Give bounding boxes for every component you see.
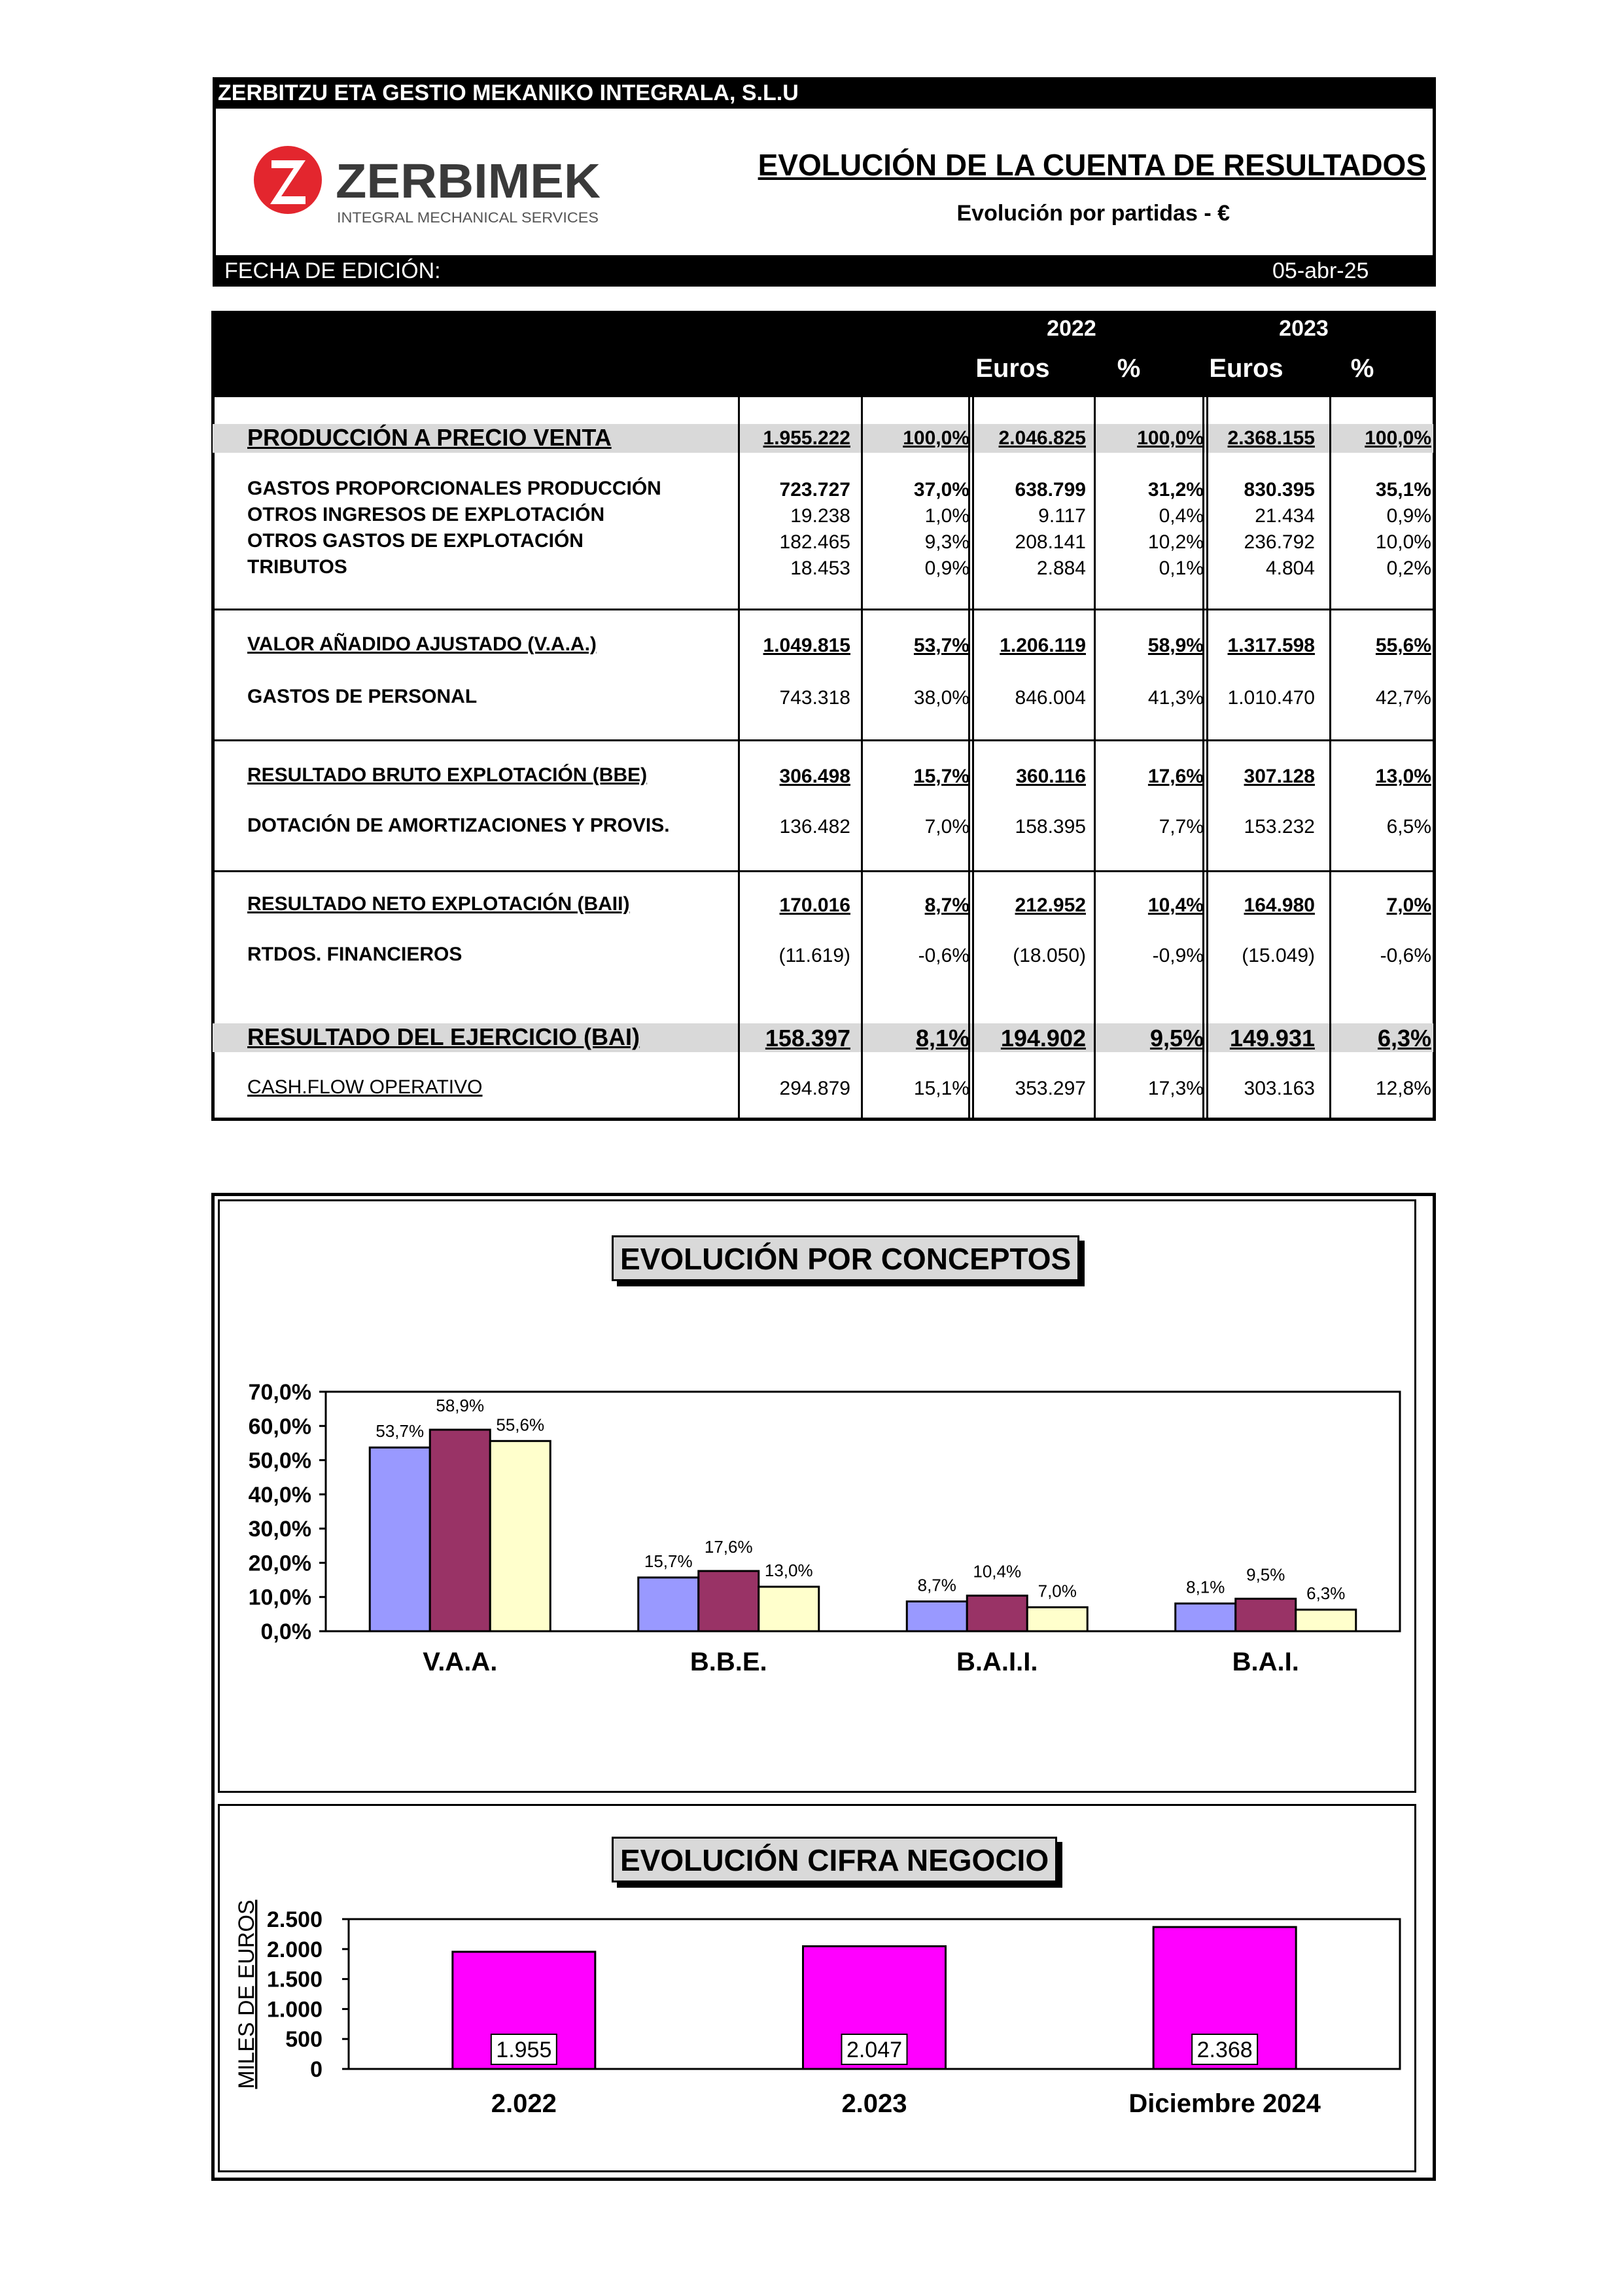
period-2023: 2023 bbox=[1279, 316, 1329, 341]
row-value: 13,0% bbox=[1375, 766, 1431, 787]
row-value: 194.902 bbox=[1000, 1025, 1086, 1051]
row-value: 164.980 bbox=[1244, 894, 1315, 916]
row-label: VALOR AÑADIDO AJUSTADO (V.A.A.) bbox=[247, 633, 597, 655]
bar bbox=[1236, 1598, 1296, 1631]
row-value: 10,2% bbox=[1147, 531, 1204, 553]
row-value: 1.317.598 bbox=[1227, 635, 1315, 656]
bar bbox=[370, 1447, 430, 1631]
row-value: 15,7% bbox=[913, 766, 969, 787]
bar bbox=[1176, 1604, 1236, 1631]
row-value: 55,6% bbox=[1375, 635, 1431, 656]
row-value: 2.046.825 bbox=[998, 427, 1086, 449]
row-value: 0,9% bbox=[1386, 505, 1431, 527]
data-label: 55,6% bbox=[496, 1415, 545, 1435]
date-label: FECHA DE EDICIÓN: bbox=[224, 258, 441, 283]
y-tick-label: 1.500 bbox=[266, 1967, 323, 1992]
y-tick-label: 500 bbox=[285, 2027, 323, 2053]
row-value: 6,3% bbox=[1377, 1025, 1431, 1051]
row-label: RESULTADO NETO EXPLOTACIÓN (BAII) bbox=[247, 893, 630, 915]
y-tick-label: 0 bbox=[310, 2057, 323, 2082]
row-value: 31,2% bbox=[1147, 479, 1204, 501]
row-value: 307.128 bbox=[1244, 766, 1315, 787]
row-value: -0,6% bbox=[918, 945, 969, 966]
data-label: 8,7% bbox=[917, 1575, 956, 1595]
row-value: 18.453 bbox=[790, 557, 850, 579]
row-value: 149.931 bbox=[1229, 1025, 1315, 1051]
row-value: 9,5% bbox=[1149, 1025, 1204, 1051]
row-value: 6,5% bbox=[1386, 816, 1431, 838]
row-value: 1.955.222 bbox=[763, 427, 850, 449]
row-label: OTROS GASTOS DE EXPLOTACIÓN bbox=[247, 530, 584, 552]
row-value: 8,1% bbox=[915, 1025, 969, 1051]
x-tick-label: Diciembre 2024 bbox=[1128, 2089, 1321, 2118]
row-value: -0,6% bbox=[1380, 945, 1431, 966]
row-label: OTROS INGRESOS DE EXPLOTACIÓN bbox=[247, 504, 605, 525]
row-value: 17,3% bbox=[1147, 1078, 1204, 1099]
data-label: 53,7% bbox=[375, 1421, 425, 1441]
bar bbox=[1027, 1607, 1087, 1631]
bar bbox=[430, 1430, 490, 1631]
row-value: 10,4% bbox=[1147, 894, 1204, 916]
row-value: 153.232 bbox=[1244, 816, 1315, 838]
x-tick-label: B.A.I. bbox=[1232, 1648, 1299, 1676]
row-value: 0,1% bbox=[1159, 557, 1204, 579]
row-value: 17,6% bbox=[1147, 766, 1204, 787]
row-value: 236.792 bbox=[1244, 531, 1315, 553]
row-value: 9.117 bbox=[1038, 505, 1086, 527]
row-value: 723.727 bbox=[779, 479, 850, 501]
x-tick-label: 2.022 bbox=[491, 2089, 557, 2118]
row-value: 41,3% bbox=[1147, 687, 1204, 709]
col-euros-2024: Euros bbox=[1444, 354, 1519, 383]
row-value: 303.163 bbox=[1244, 1078, 1315, 1099]
row-value: (18.050) bbox=[1013, 945, 1086, 966]
bar bbox=[967, 1596, 1027, 1631]
row-value: -0,9% bbox=[1152, 945, 1204, 966]
row-value: 15,1% bbox=[913, 1078, 969, 1099]
row-label: RTDOS. FINANCIEROS bbox=[247, 944, 462, 965]
row-value: 182.465 bbox=[779, 531, 850, 553]
period-2024: Diciembre 2024 bbox=[1441, 316, 1605, 341]
row-value: 10,0% bbox=[1375, 531, 1431, 553]
y-tick-label: 20,0% bbox=[248, 1551, 311, 1576]
row-value: 0,9% bbox=[924, 557, 969, 579]
row-value: 100,0% bbox=[903, 427, 969, 449]
y-tick-label: 1.000 bbox=[266, 1997, 323, 2022]
x-tick-label: 2.023 bbox=[841, 2089, 907, 2118]
report-title: EVOLUCIÓN DE LA CUENTA DE RESULTADOS bbox=[758, 148, 1426, 182]
row-value: 1.049.815 bbox=[763, 635, 850, 656]
row-value: 12,8% bbox=[1375, 1078, 1431, 1099]
row-label: TRIBUTOS bbox=[247, 556, 347, 578]
row-value: 7,0% bbox=[924, 816, 969, 838]
col-euros-2022: Euros bbox=[975, 354, 1050, 383]
row-value: 846.004 bbox=[1015, 687, 1086, 709]
y-tick-label: 40,0% bbox=[248, 1482, 311, 1508]
row-value: 8,7% bbox=[924, 894, 969, 916]
row-value: 53,7% bbox=[913, 635, 969, 656]
row-value: 4.804 bbox=[1265, 557, 1315, 579]
y-tick-label: 2.000 bbox=[266, 1937, 323, 1962]
data-label: 10,4% bbox=[973, 1561, 1022, 1581]
data-label: 9,5% bbox=[1246, 1564, 1285, 1585]
row-value: 158.397 bbox=[765, 1025, 850, 1051]
row-value: (15.049) bbox=[1242, 945, 1315, 966]
x-tick-label: B.A.I.I. bbox=[956, 1648, 1038, 1676]
row-value: 170.016 bbox=[779, 894, 850, 916]
data-label: 17,6% bbox=[704, 1536, 753, 1557]
row-value: 0,4% bbox=[1159, 505, 1204, 527]
row-value: 360.116 bbox=[1016, 766, 1086, 787]
data-label: 2.047 bbox=[846, 2038, 903, 2062]
row-label: DOTACIÓN DE AMORTIZACIONES Y PROVIS. bbox=[247, 815, 670, 836]
row-value: 100,0% bbox=[1137, 427, 1204, 449]
bar bbox=[638, 1578, 699, 1631]
chart-conceptos-title: EVOLUCIÓN POR CONCEPTOS bbox=[612, 1235, 1079, 1281]
svg-text:INTEGRAL MECHANICAL SERVICES: INTEGRAL MECHANICAL SERVICES bbox=[337, 209, 599, 226]
row-value: 21.434 bbox=[1255, 505, 1315, 527]
report-subtitle: Evolución por partidas - € bbox=[956, 201, 1230, 226]
bar bbox=[699, 1571, 759, 1631]
data-label: 58,9% bbox=[436, 1396, 485, 1416]
row-value: 158.395 bbox=[1015, 816, 1086, 838]
row-value: 830.395 bbox=[1244, 479, 1315, 501]
data-label: 2.368 bbox=[1196, 2038, 1253, 2062]
y-tick-label: 70,0% bbox=[248, 1380, 311, 1405]
bar bbox=[759, 1587, 819, 1631]
y-tick-label: 50,0% bbox=[248, 1448, 311, 1474]
row-value: 1.206.119 bbox=[1000, 635, 1086, 656]
row-value: 743.318 bbox=[779, 687, 850, 709]
y-tick-label: 10,0% bbox=[248, 1585, 311, 1610]
row-value: 212.952 bbox=[1015, 894, 1086, 916]
row-value: 38,0% bbox=[913, 687, 969, 709]
data-label: 13,0% bbox=[764, 1561, 813, 1581]
bar bbox=[907, 1602, 967, 1631]
row-value: 42,7% bbox=[1375, 687, 1431, 709]
bar bbox=[1296, 1610, 1356, 1631]
col-pct-2023: % bbox=[1350, 354, 1374, 383]
row-label: CASH.FLOW OPERATIVO bbox=[247, 1076, 483, 1098]
x-tick-label: V.A.A. bbox=[423, 1648, 498, 1676]
company-name: ZERBITZU ETA GESTIO MEKANIKO INTEGRALA, S.L.U bbox=[213, 77, 1436, 109]
data-label: 7,0% bbox=[1038, 1581, 1077, 1601]
col-euros-2023: Euros bbox=[1209, 354, 1283, 383]
row-value: 7,0% bbox=[1386, 894, 1431, 916]
row-value: 638.799 bbox=[1015, 479, 1086, 501]
y-tick-label: 30,0% bbox=[248, 1517, 311, 1542]
row-value: (11.619) bbox=[778, 945, 850, 966]
bar bbox=[490, 1441, 550, 1631]
y-tick-label: 60,0% bbox=[248, 1414, 311, 1439]
row-value: 294.879 bbox=[779, 1078, 850, 1099]
y-tick-label: 0,0% bbox=[260, 1619, 311, 1644]
row-value: 1.010.470 bbox=[1227, 687, 1315, 709]
row-value: 100,0% bbox=[1365, 427, 1431, 449]
data-label: 8,1% bbox=[1186, 1577, 1225, 1597]
row-label: GASTOS DE PERSONAL bbox=[247, 686, 478, 707]
row-label: RESULTADO DEL EJERCICIO (BAI) bbox=[247, 1023, 640, 1050]
row-value: 1,0% bbox=[924, 505, 969, 527]
row-value: 136.482 bbox=[779, 816, 850, 838]
date-value: 05-abr-25 bbox=[1272, 258, 1369, 283]
chart-cifra-negocio-title: EVOLUCIÓN CIFRA NEGOCIO bbox=[612, 1837, 1057, 1882]
col-pct-2024: % bbox=[1581, 354, 1605, 383]
row-value: 353.297 bbox=[1015, 1078, 1086, 1099]
row-value: 2.884 bbox=[1036, 557, 1086, 579]
row-value: 208.141 bbox=[1015, 531, 1086, 553]
y-axis-label: MILES DE EUROS bbox=[234, 1899, 259, 2089]
row-value: 9,3% bbox=[924, 531, 969, 553]
col-pct-2022: % bbox=[1117, 354, 1141, 383]
row-value: 7,7% bbox=[1159, 816, 1204, 838]
period-2022: 2022 bbox=[1047, 316, 1096, 341]
x-tick-label: B.B.E. bbox=[689, 1648, 767, 1676]
row-value: 306.498 bbox=[779, 766, 850, 787]
row-value: 2.368.155 bbox=[1227, 427, 1315, 449]
row-label: GASTOS PROPORCIONALES PRODUCCIÓN bbox=[247, 478, 661, 499]
row-value: 58,9% bbox=[1147, 635, 1204, 656]
data-label: 1.955 bbox=[496, 2038, 552, 2062]
row-value: 37,0% bbox=[913, 479, 969, 501]
data-label: 15,7% bbox=[644, 1551, 693, 1571]
row-value: 35,1% bbox=[1375, 479, 1431, 501]
data-label: 6,3% bbox=[1306, 1583, 1346, 1604]
row-label: PRODUCCIÓN A PRECIO VENTA bbox=[247, 424, 612, 451]
svg-text:ZERBIMEK: ZERBIMEK bbox=[336, 154, 601, 208]
row-label: RESULTADO BRUTO EXPLOTACIÓN (BBE) bbox=[247, 764, 648, 786]
row-value: 0,2% bbox=[1386, 557, 1431, 579]
row-value: 19.238 bbox=[790, 505, 850, 527]
y-tick-label: 2.500 bbox=[266, 1907, 323, 1932]
